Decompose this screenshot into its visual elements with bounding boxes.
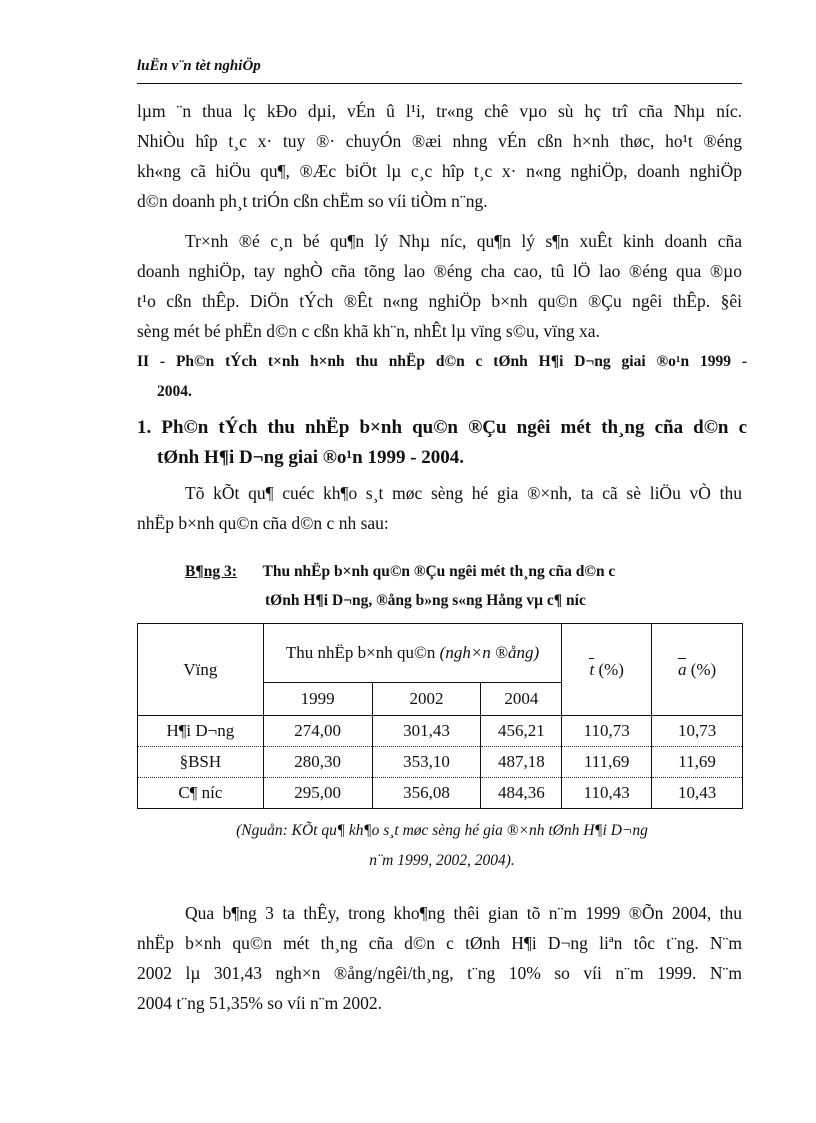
t-bar-symbol: t xyxy=(589,659,595,679)
header-unit: (%) xyxy=(690,659,717,679)
paragraph-line: lµm ¨n thua lç kÐo dµi, vÉn û l¹i, tr«ng chê vµo sù hç trî cña Nhµ níc. xyxy=(137,101,742,121)
header-unit: (%) xyxy=(598,659,624,679)
paragraph-line: nhËp b×nh qu©n mét th¸ng cña d©n c tØnh H¶i D¬ng liªn tôc t¨ng. N¨m xyxy=(137,933,742,953)
paragraph-line: NhiÒu hîp t¸c x· tuy ®· chuyÓn ®æi nhng vÉn cßn h×nh thøc, ho¹t ®éng xyxy=(137,131,742,151)
table-caption-title: tØnh H¶i D¬ng, ®ång b»ng s«ng Hång vµ c¶ níc xyxy=(265,592,586,609)
table-cell-region: C¶ níc xyxy=(138,778,264,809)
paragraph-line: t¹o cßn thÊp. DiÖn tÝch ®Êt n«ng nghiÖp b×nh qu©n ®Çu ngêi thÊp. §êi xyxy=(137,291,742,311)
header-avg-growth-index xyxy=(562,624,652,716)
running-header: luËn v¨n tèt nghiÖp xyxy=(137,58,261,74)
paragraph-line: 2004 t¨ng 51,35% so víi n¨m 2002. xyxy=(137,993,382,1013)
table-cell: 274,00 xyxy=(263,716,372,747)
paragraph-3 xyxy=(137,478,742,538)
header-income xyxy=(263,624,562,683)
paragraph-1 xyxy=(137,96,742,216)
table-cell: 110,73 xyxy=(562,716,652,747)
table-cell: 301,43 xyxy=(372,716,481,747)
table-cell: 456,21 xyxy=(481,716,562,747)
paragraph-line: Tõ kÕt qu¶ cuéc kh¶o s¸t møc sèng hé gia ®×nh, ta cã sè liÖu vÒ thu xyxy=(185,483,742,503)
table-caption-title: Thu nhËp b×nh qu©n ®Çu ngêi mét th¸ng cña d©n c xyxy=(262,563,616,580)
header-income-label: Thu nhËp b×nh qu©n xyxy=(285,643,436,662)
source-line: (Nguån: KÕt qu¶ kh¶o s¸t møc sèng hé gia ®×nh tØnh H¶i D¬ng xyxy=(236,822,648,839)
header-rule xyxy=(137,83,742,84)
paragraph-line: Tr×nh ®é c¸n bé qu¶n lý Nhµ níc, qu¶n lý s¶n xuÊt kinh doanh cña xyxy=(185,231,742,251)
a-bar-symbol: a xyxy=(677,659,687,679)
table-cell: 280,30 xyxy=(263,747,372,778)
table-cell-region: §BSH xyxy=(138,747,264,778)
section-heading-line: 2004. xyxy=(157,383,192,400)
table-cell: 484,36 xyxy=(481,778,562,809)
section-heading-1 xyxy=(137,413,747,473)
paragraph-line: doanh nghiÖp, tay nghÒ cña tõng lao ®éng cha cao, tû lÖ lao ®éng qua ®µo xyxy=(137,261,742,281)
table-cell: 10,73 xyxy=(652,716,743,747)
table-cell: 353,10 xyxy=(372,747,481,778)
header-avg-growth-rate xyxy=(652,624,743,716)
table-cell: 10,43 xyxy=(652,778,743,809)
paragraph-4 xyxy=(137,898,742,1018)
paragraph-line: Qua b¶ng 3 ta thÊy, trong kho¶ng thêi gian tõ n¨m 1999 ®Õn 2004, thu xyxy=(185,903,742,923)
table-cell: 111,69 xyxy=(562,747,652,778)
source-line: n¨m 1999, 2002, 2004). xyxy=(369,852,515,869)
paragraph-2 xyxy=(137,226,742,346)
paragraph-line: 2002 lµ 301,43 ngh×n ®ång/ngêi/th¸ng, t¨ng 10% so víi n¨m 1999. N¨m xyxy=(137,963,742,983)
header-year: 1999 xyxy=(263,683,372,716)
section-heading-ii xyxy=(137,347,747,407)
header-year: 2004 xyxy=(481,683,562,716)
paragraph-line: d©n doanh ph¸t triÓn cßn chËm so víi tiÒm n¨ng. xyxy=(137,191,488,211)
header-region: Vïng xyxy=(138,624,264,716)
paragraph-line: sèng mét bé phËn d©n c cßn khã kh¨n, nhÊt lµ vïng s©u, vïng xa. xyxy=(137,321,600,341)
income-table xyxy=(137,623,743,809)
section-heading-line: tØnh H¶i D¬ng giai ®o¹n 1999 - 2004. xyxy=(157,447,465,468)
table-caption-label: B¶ng 3: xyxy=(185,563,237,580)
section-heading-line: 1. Ph©n tÝch thu nhËp b×nh qu©n ®Çu ngêi mét th¸ng cña d©n c xyxy=(137,417,747,438)
table-cell: 487,18 xyxy=(481,747,562,778)
section-heading-line: II - Ph©n tÝch t×nh h×nh thu nhËp d©n c tØnh H¶i D¬ng giai ®o¹n 1999 - xyxy=(137,353,747,370)
paragraph-line: nhËp b×nh qu©n cña d©n c nh sau: xyxy=(137,513,389,533)
table-cell: 110,43 xyxy=(562,778,652,809)
table-cell: 356,08 xyxy=(372,778,481,809)
table-cell: 11,69 xyxy=(652,747,743,778)
table-cell: 295,00 xyxy=(263,778,372,809)
table-cell-region: H¶i D¬ng xyxy=(138,716,264,747)
paragraph-line: kh«ng cã hiÖu qu¶, ®Æc biÖt lµ c¸c hîp t¸c x· n«ng nghiÖp, doanh nghiÖp xyxy=(137,161,742,181)
header-income-unit: (ngh×n ®ång) xyxy=(439,643,540,662)
table-source-note xyxy=(137,816,747,876)
header-year: 2002 xyxy=(372,683,481,716)
